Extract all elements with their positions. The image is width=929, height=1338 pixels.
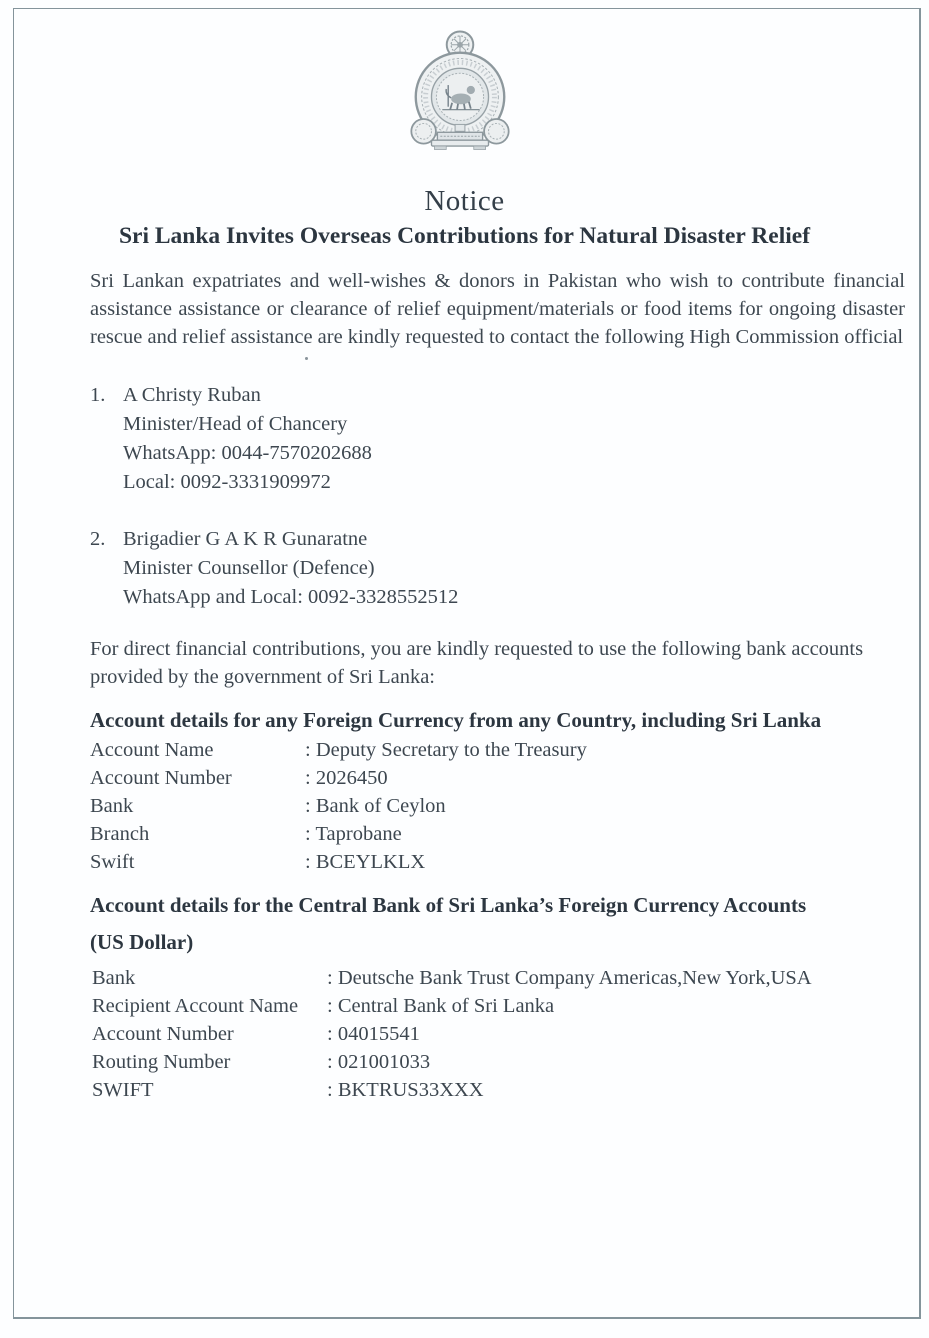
page-subtitle: Sri Lanka Invites Overseas Contributions for Natural Disaster Relief — [118, 223, 811, 249]
field-label: Bank — [90, 795, 134, 817]
field-value: : Bank of Ceylon — [305, 795, 446, 817]
contact-list — [90, 381, 905, 612]
emblem-container — [401, 28, 519, 157]
account-rows — [90, 736, 905, 876]
contact-phone: WhatsApp and Local: 0092-3328552512 — [123, 586, 459, 608]
account-heading: Account details for the Central Bank of Sri Lanka’s Foreign Currency Accounts — [90, 893, 807, 917]
account-row — [90, 1076, 905, 1104]
contact-name: A Christy Ruban — [123, 384, 261, 406]
account-heading: Account details for any Foreign Currency from any Country, including Sri Lanka — [90, 708, 822, 732]
account-section-central-bank — [90, 892, 905, 1104]
field-label: Swift — [90, 851, 135, 873]
account-row — [90, 764, 905, 792]
contact-number: 1. — [90, 384, 106, 406]
contact-title: Minister/Head of Chancery — [123, 413, 348, 435]
document-body — [90, 267, 905, 1104]
field-value: : BKTRUS33XXX — [327, 1079, 484, 1101]
field-label: Account Number — [90, 767, 232, 789]
account-row — [90, 736, 905, 764]
account-section-foreign-currency — [90, 707, 905, 876]
contact-item — [90, 381, 905, 497]
field-value: : Central Bank of Sri Lanka — [327, 995, 555, 1017]
contact-title: Minister Counsellor (Defence) — [123, 557, 375, 579]
account-row — [90, 964, 905, 992]
intro-paragraph: Sri Lankan expatriates and well-wishes & donors in Pakistan who wish to contribute financial assistance assistance or clearance of relief equipment/materials or food items for ongoing disaster rescue and relief assistance are kindly requested to contact the following High Commission official — [90, 270, 905, 348]
contact-details — [123, 381, 372, 497]
sri-lanka-national-emblem-icon — [401, 28, 519, 152]
field-label: Bank — [92, 967, 136, 989]
field-value: : 021001033 — [327, 1051, 431, 1073]
field-label: Account Name — [90, 739, 214, 761]
field-label: Recipient Account Name — [92, 995, 299, 1017]
field-value: : Deutsche Bank Trust Company Americas,New York,USA — [327, 967, 812, 989]
account-row — [90, 820, 905, 848]
field-value: : 2026450 — [305, 767, 388, 789]
field-value: : Taprobane — [305, 823, 402, 845]
field-value: : 04015541 — [327, 1023, 420, 1045]
page-title: Notice — [424, 185, 505, 217]
field-label: SWIFT — [92, 1079, 154, 1101]
account-row — [90, 848, 905, 876]
account-subheading: (US Dollar) — [90, 930, 194, 954]
field-label: Account Number — [92, 1023, 234, 1045]
account-row — [90, 792, 905, 820]
account-row — [90, 992, 905, 1020]
field-label: Branch — [90, 823, 150, 845]
account-rows — [90, 964, 905, 1104]
contact-local: Local: 0092-3331909972 — [123, 471, 331, 493]
scan-speck — [305, 357, 308, 360]
contact-details — [123, 525, 458, 612]
contact-whatsapp: WhatsApp: 0044-7570202688 — [123, 442, 372, 464]
contact-name: Brigadier G A K R Gunaratne — [123, 528, 368, 550]
account-row — [90, 1048, 905, 1076]
field-value: : BCEYLKLX — [305, 851, 426, 873]
contact-number: 2. — [90, 528, 106, 550]
account-row — [90, 1020, 905, 1048]
field-label: Routing Number — [92, 1051, 231, 1073]
field-value: : Deputy Secretary to the Treasury — [305, 739, 587, 761]
bank-intro-paragraph: For direct financial contributions, you are kindly requested to use the following bank accounts provided by the government of Sri Lanka: — [90, 638, 864, 688]
contact-item — [90, 525, 905, 612]
